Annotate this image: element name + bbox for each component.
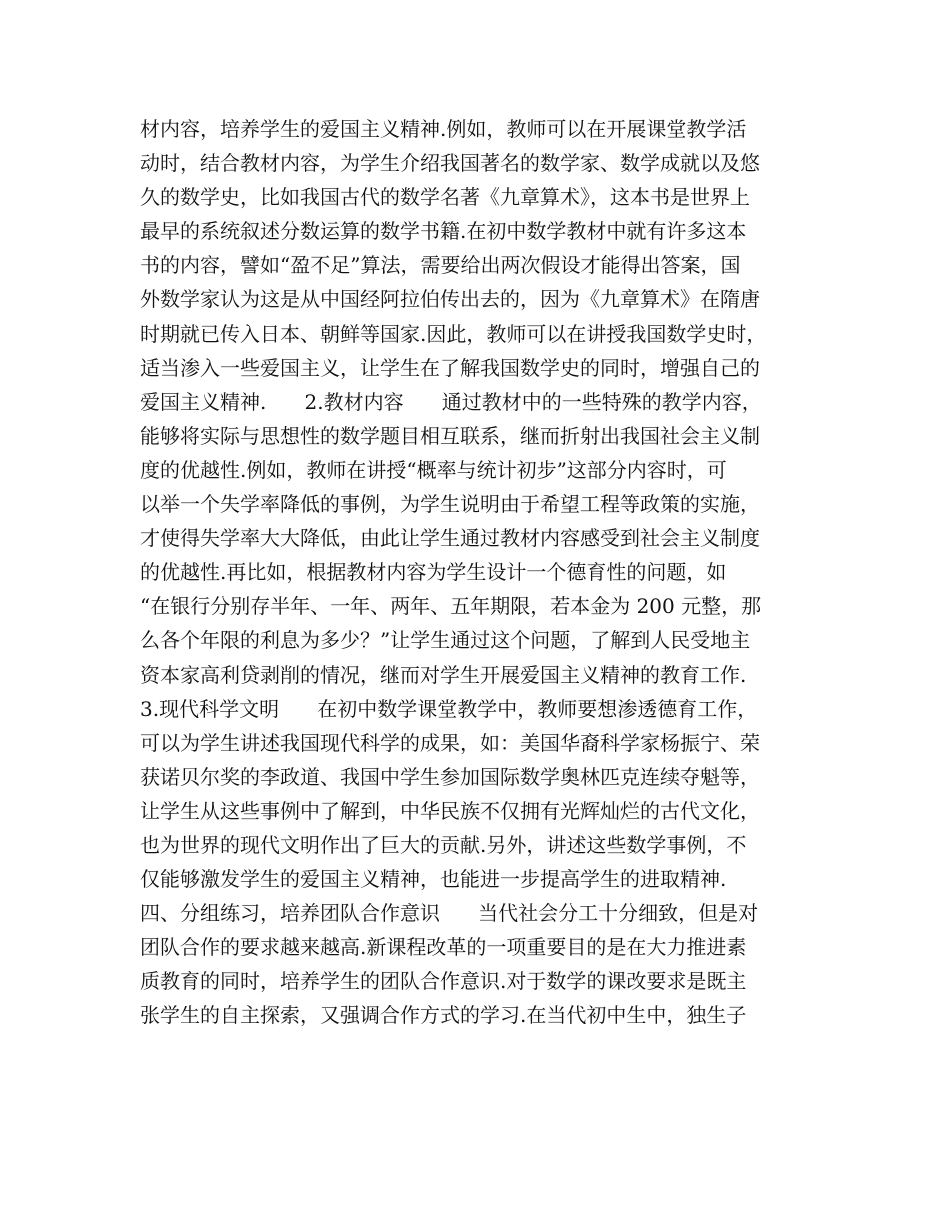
text-line: 适当渗入一些爱国主义，让学生在了解我国数学史的同时，增强自己的	[140, 355, 760, 380]
text-line: 获诺贝尔奖的李政道、我国中学生参加国际数学奥林匹克连续夺魁等，	[140, 764, 760, 789]
text-line: 以举一个失学率降低的事例，为学生说明由于希望工程等政策的实施，	[140, 492, 760, 517]
text-line: 才使得失学率大大降低，由此让学生通过教材内容感受到社会主义制度	[140, 526, 760, 551]
text-line: 四、分组练习，培养团队合作意识 当代社会分工十分细致，但是对	[140, 901, 759, 926]
text-line: 的优越性.再比如，根据教材内容为学生设计一个德育性的问题，如	[140, 560, 727, 585]
text-line: 度的优越性.例如，教师在讲授“概率与统计初步”这部分内容时，可	[140, 457, 727, 482]
text-line: 仅能够激发学生的爱国主义精神，也能进一步提高学生的进取精神.	[140, 867, 727, 892]
text-line: 爱国主义精神. 2.教材内容 通过教材中的一些特殊的教学内容，	[140, 389, 762, 414]
text-line: 资本家高利贷剥削的情况，继而对学生开展爱国主义精神的教育工作.	[140, 662, 747, 687]
text-line: 外数学家认为这是从中国经阿拉伯传出去的，因为《九章算术》在隋唐	[140, 287, 760, 312]
text-line: 最早的系统叙述分数运算的数学书籍.在初中数学教材中就有许多这本	[140, 219, 747, 244]
text-line: “在银行分别存半年、一年、两年、五年期限，若本金为 200 元整，那	[140, 594, 762, 619]
text-line: 也为世界的现代文明作出了巨大的贡献.另外，讲述这些数学事例，不	[140, 832, 747, 857]
text-line: 让学生从这些事例中了解到，中华民族不仅拥有光辉灿烂的古代文化，	[140, 798, 760, 823]
text-line: 张学生的自主探索，又强调合作方式的学习.在当代初中生中，独生子	[140, 1003, 747, 1028]
text-line: 可以为学生讲述我国现代科学的成果，如：美国华裔科学家杨振宁、荣	[140, 730, 760, 755]
text-line: 团队合作的要求越来越高.新课程改革的一项重要目的是在大力推进素	[140, 935, 747, 960]
text-line: 材内容，培养学生的爱国主义精神.例如，教师可以在开展课堂教学活	[140, 117, 747, 141]
text-line: 时期就已传入日本、朝鲜等国家.因此，教师可以在讲授我国数学史时，	[140, 321, 767, 346]
text-line: 质教育的同时，培养学生的团队合作意识.对于数学的课改要求是既主	[140, 969, 747, 994]
text-line: 能够将实际与思想性的数学题目相互联系，继而折射出我国社会主义制	[140, 423, 760, 448]
text-line: 3.现代科学文明 在初中数学课堂教学中，教师要想渗透德育工作，	[140, 696, 758, 721]
text-line: 么各个年限的利息为多少？”让学生通过这个问题，了解到人民受地主	[140, 628, 751, 653]
body-text	[140, 112, 830, 1033]
text-line: 久的数学史，比如我国古代的数学名著《九章算术》，这本书是世界上	[140, 185, 750, 210]
text-line: 书的内容，譬如“盈不足”算法，需要给出两次假设才能得出答案，国	[140, 253, 741, 278]
text-line: 动时，结合教材内容，为学生介绍我国著名的数学家、数学成就以及悠	[140, 151, 760, 176]
